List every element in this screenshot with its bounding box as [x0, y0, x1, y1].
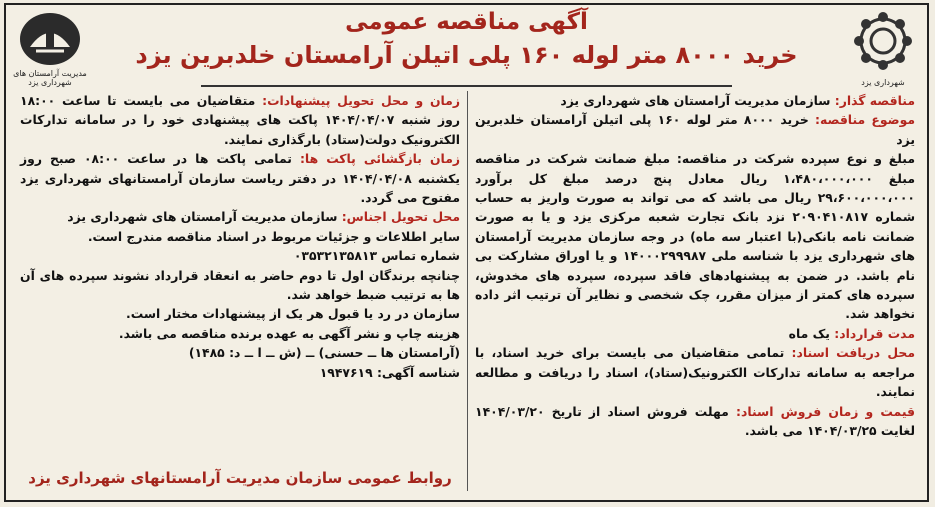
goods-place-label: محل تحویل اجناس:	[341, 209, 460, 225]
phone-line: شماره تماس ۰۳۵۳۲۱۳۵۸۱۳	[293, 248, 460, 264]
rights-line: سازمان در رد یا قبول هر یک از پیشنهادات مختار است.	[126, 306, 460, 322]
info-line: سایر اطلاعات و جزئیات مربوط در اسناد مناقصه مندرج است.	[87, 228, 460, 244]
ad-subtitle: خرید ۸۰۰۰ متر لوله ۱۶۰ پلی اتیلن آرامستان خلدبرین یزد	[135, 41, 798, 69]
header-rule	[201, 85, 732, 87]
guarantee-paragraph: مبلغ و نوع سپرده شرکت در مناقصه: مبلغ ضمانت شرکت در مناقصه مبلغ ۱،۴۸۰،۰۰۰،۰۰۰ ریال معادل پنج درصد مبلغ کل برآورد ۲۹،۶۰۰،۰۰۰،۰۰۰ ریال می باشد که می تواند به صورت واریز به حساب شماره ۲۰۹۰۴۱۰۸۱۷ نزد بانک تجارت شعبه مرکزی یزد و یا به صورت ضمانت نامه بانکی(با اعتبار سه ماه) در وجه سازمان مدیریت آرامستان های شهرداری یزد با شناسه ملی ۱۴۰۰۰۲۹۹۹۸۷ و یا اوراق مشارکت بی نام باشد. در ضمن به پیشنهادهای فاقد سپرده، سپرده های مخدوش، سپرده های کمتر از میزان مقرر، چک شخصی و نظایر آن ترتیب اثر داده نخواهد شد.	[475, 151, 915, 322]
subject-label: موضوع مناقصه:	[815, 112, 916, 128]
footer-signature: روابط عمومی سازمان مدیریت آرامستانهای شهرداری یزد	[28, 469, 452, 487]
duration-label: مدت قرارداد:	[834, 325, 915, 341]
ad-id-line: شناسه آگهی: ۱۹۴۷۶۱۹	[319, 364, 460, 380]
column-divider	[467, 91, 468, 491]
delivery-label: زمان و محل تحویل پیشنهادات:	[262, 93, 460, 108]
right-column	[475, 91, 915, 440]
ad-title: آگهی مناقصه عمومی	[345, 9, 588, 35]
cost-line: هزینه چاپ و نشر آگهی به عهده برنده مناقصه می باشد.	[118, 325, 460, 341]
winners-line: چنانچه برندگان اول تا دوم حاضر به انعقاد قرارداد نشوند سپرده های آن ها به ترتیب ضبط خواهد شد.	[20, 267, 460, 303]
ad-frame	[4, 3, 929, 502]
organizer-value: سازمان مدیریت آرامستان های شهرداری یزد	[560, 93, 831, 108]
ad-header	[6, 5, 927, 87]
docs-place-line	[475, 343, 915, 401]
price-line	[475, 402, 915, 441]
goods-place-value: سازمان مدیریت آرامستان های شهرداری یزد	[67, 209, 338, 225]
duration-line	[475, 324, 915, 343]
opening-value: تمامی پاکت ها در ساعت ۰۸:۰۰ صبح روز یکشنبه ۱۴۰۴/۰۴/۰۸ در دفتر ریاست سازمان آرامستانهای شهرداری یزد مفتوح می گردد.	[20, 151, 460, 206]
cemetery-logo-caption: مدیریت آرامستان های شهرداری یزد	[13, 69, 87, 87]
price-value: مهلت فروش اسناد از تاریخ ۱۴۰۴/۰۳/۲۰ لغایت ۱۴۰۴/۰۳/۲۵ می باشد.	[475, 403, 915, 438]
duration-value: یک ماه	[788, 325, 830, 341]
subject-line	[475, 110, 915, 149]
price-label: قیمت و زمان فروش اسناد:	[736, 403, 915, 419]
municipality-logo-caption: شهرداری یزد	[861, 78, 905, 87]
docs-place-value: تمامی متقاضیان می بایست برای خرید اسناد، با مراجعه به سامانه تدارکات الکترونیک(ستاد)، اسناد را دریافت و مطالعه نمایند.	[475, 345, 915, 400]
left-column	[20, 91, 460, 382]
delivery-line	[20, 91, 460, 149]
cemetery-organization-logo-icon	[12, 9, 88, 85]
subject-value: خرید ۸۰۰۰ متر لوله ۱۶۰ پلی اتیلن آرامستان خلدبرین یزد	[475, 112, 915, 147]
organizer-label: مناقصه گذار:	[834, 93, 915, 108]
opening-line	[20, 149, 460, 207]
docs-place-label: محل دریافت اسناد:	[791, 345, 915, 361]
organizer-line	[475, 91, 915, 110]
opening-label: زمان بازگشائی پاکت ها:	[299, 151, 460, 167]
code-line: (آرامستان ها ــ حسنی) ــ (ش ــ ا ــ د: ۱۴۸۵)	[188, 345, 460, 361]
goods-place-line	[20, 207, 460, 226]
delivery-value: متقاضیان می بایست تا ساعت ۱۸:۰۰ روز شنبه ۱۴۰۴/۰۴/۰۷ پاکت های پیشنهادی خود را در سامانه تدارکات الکترونیک دولت(ستاد) بارگذاری نمایند.	[20, 93, 460, 147]
